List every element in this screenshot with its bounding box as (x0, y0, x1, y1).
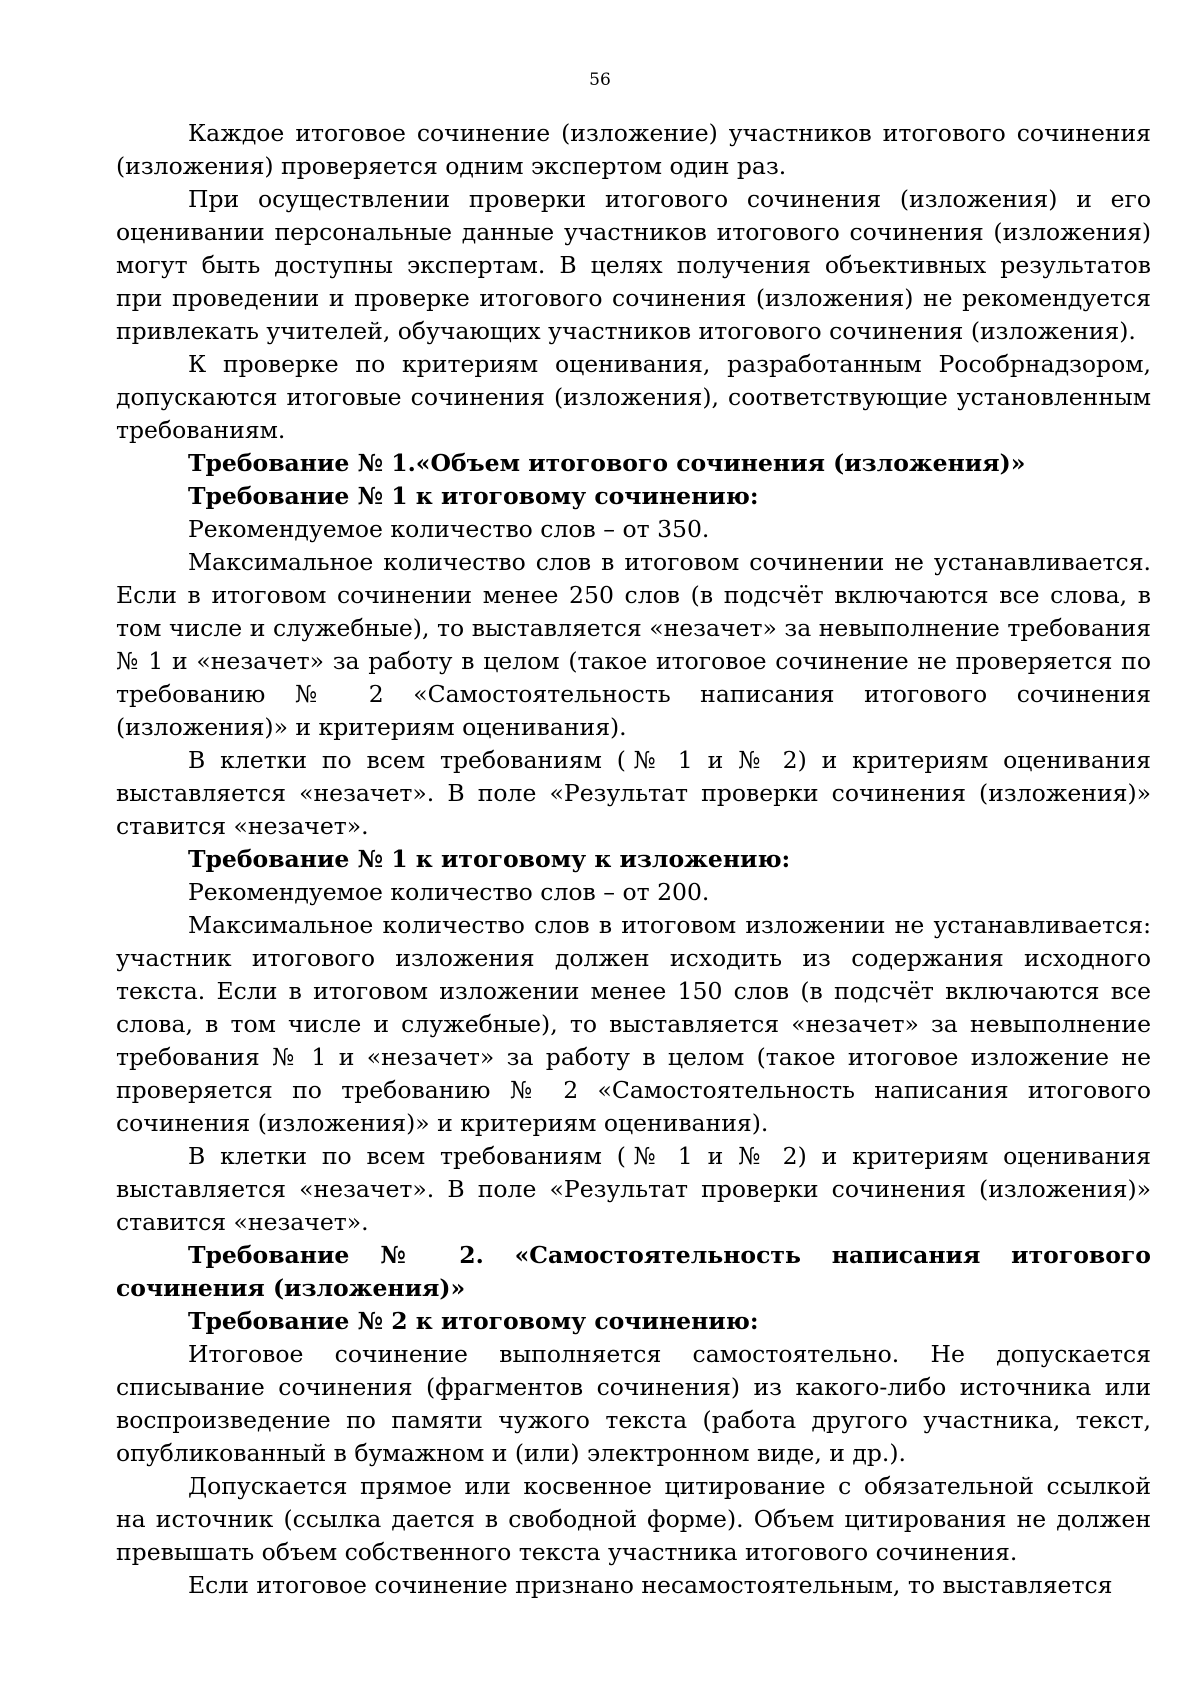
heading-requirement-1-summary: Требование № 1 к итоговому к изложению: (188, 845, 791, 873)
paragraph-personal-data: При осуществлении проверки итогового сочинения (изложения) и его оценивании персональные данные участников итогового сочинения (изложения) могут быть доступны экспертам. В целях получения объективных результатов при проведении и проверке итогового сочинения (изложения) не рекомендуется привлекать учителей, обучающих участников итогового сочинения (изложения). (116, 185, 1151, 345)
paragraph-essay-max-words: Максимальное количество слов в итоговом сочинении не устанавливается. Если в итоговом сочинении менее 250 слов (в подсчёт включаются все слова, в том числе и служебные), то выставляется «незачет» за невыполнение требования № 1 и «незачет» за работу в целом (такое итоговое сочинение не проверяется по требованию № 2 «Самостоятельность написания итогового сочинения (изложения)» и критериям оценивания). (116, 548, 1151, 741)
paragraph-admission-criteria: К проверке по критериям оценивания, разработанным Рособрнадзором, допускаются итоговые сочинения (изложения), соответствующие установленным требованиям. (116, 350, 1151, 444)
heading-requirement-1: Требование № 1.«Объем итогового сочинения (изложения)» (188, 449, 1026, 477)
page-body (116, 117, 1151, 1602)
heading-requirement-2: Требование № 2. «Самостоятельность написания итогового сочинения (изложения)» (116, 1241, 1151, 1302)
paragraph-summary-word-count: Рекомендуемое количество слов – от 200. (188, 878, 710, 906)
paragraph-not-independent: Если итоговое сочинение признано несамостоятельным, то выставляется (188, 1571, 1113, 1599)
paragraph-citation-rules: Допускается прямое или косвенное цитирование с обязательной ссылкой на источник (ссылка дается в свободной форме). Объем цитирования не должен превышать объем собственного текста участника итогового сочинения. (116, 1472, 1151, 1566)
paragraph-essay-fail-marks: В клетки по всем требованиям (№ 1 и № 2) и критериям оценивания выставляется «незачет». В поле «Результат проверки сочинения (изложения)» ставится «незачет». (116, 746, 1151, 840)
paragraph-single-review: Каждое итоговое сочинение (изложение) участников итогового сочинения (изложения) проверяется одним экспертом один раз. (116, 119, 1151, 180)
heading-requirement-2-essay: Требование № 2 к итоговому сочинению: (188, 1307, 759, 1335)
paragraph-summary-max-words: Максимальное количество слов в итоговом изложении не устанавливается: участник итогового изложения должен исходить из содержания исходного текста. Если в итоговом изложении менее 150 слов (в подсчёт включаются все слова, в том числе и служебные), то выставляется «незачет» за невыполнение требования № 1 и «незачет» за работу в целом (такое итоговое изложение не проверяется по требованию № 2 «Самостоятельность написания итогового сочинения (изложения)» и критериям оценивания). (116, 911, 1151, 1137)
paragraph-summary-fail-marks: В клетки по всем требованиям (№ 1 и № 2) и критериям оценивания выставляется «незачет». В поле «Результат проверки сочинения (изложения)» ставится «незачет». (116, 1142, 1151, 1236)
paragraph-independent-writing: Итоговое сочинение выполняется самостоятельно. Не допускается списывание сочинения (фрагментов сочинения) из какого-либо источника или воспроизведение по памяти чужого текста (работа другого участника, текст, опубликованный в бумажном и (или) электронном виде, и др.). (116, 1340, 1151, 1467)
heading-requirement-1-essay: Требование № 1 к итоговому сочинению: (188, 482, 759, 510)
page-number: 56 (589, 70, 611, 90)
paragraph-essay-word-count: Рекомендуемое количество слов – от 350. (188, 515, 710, 543)
